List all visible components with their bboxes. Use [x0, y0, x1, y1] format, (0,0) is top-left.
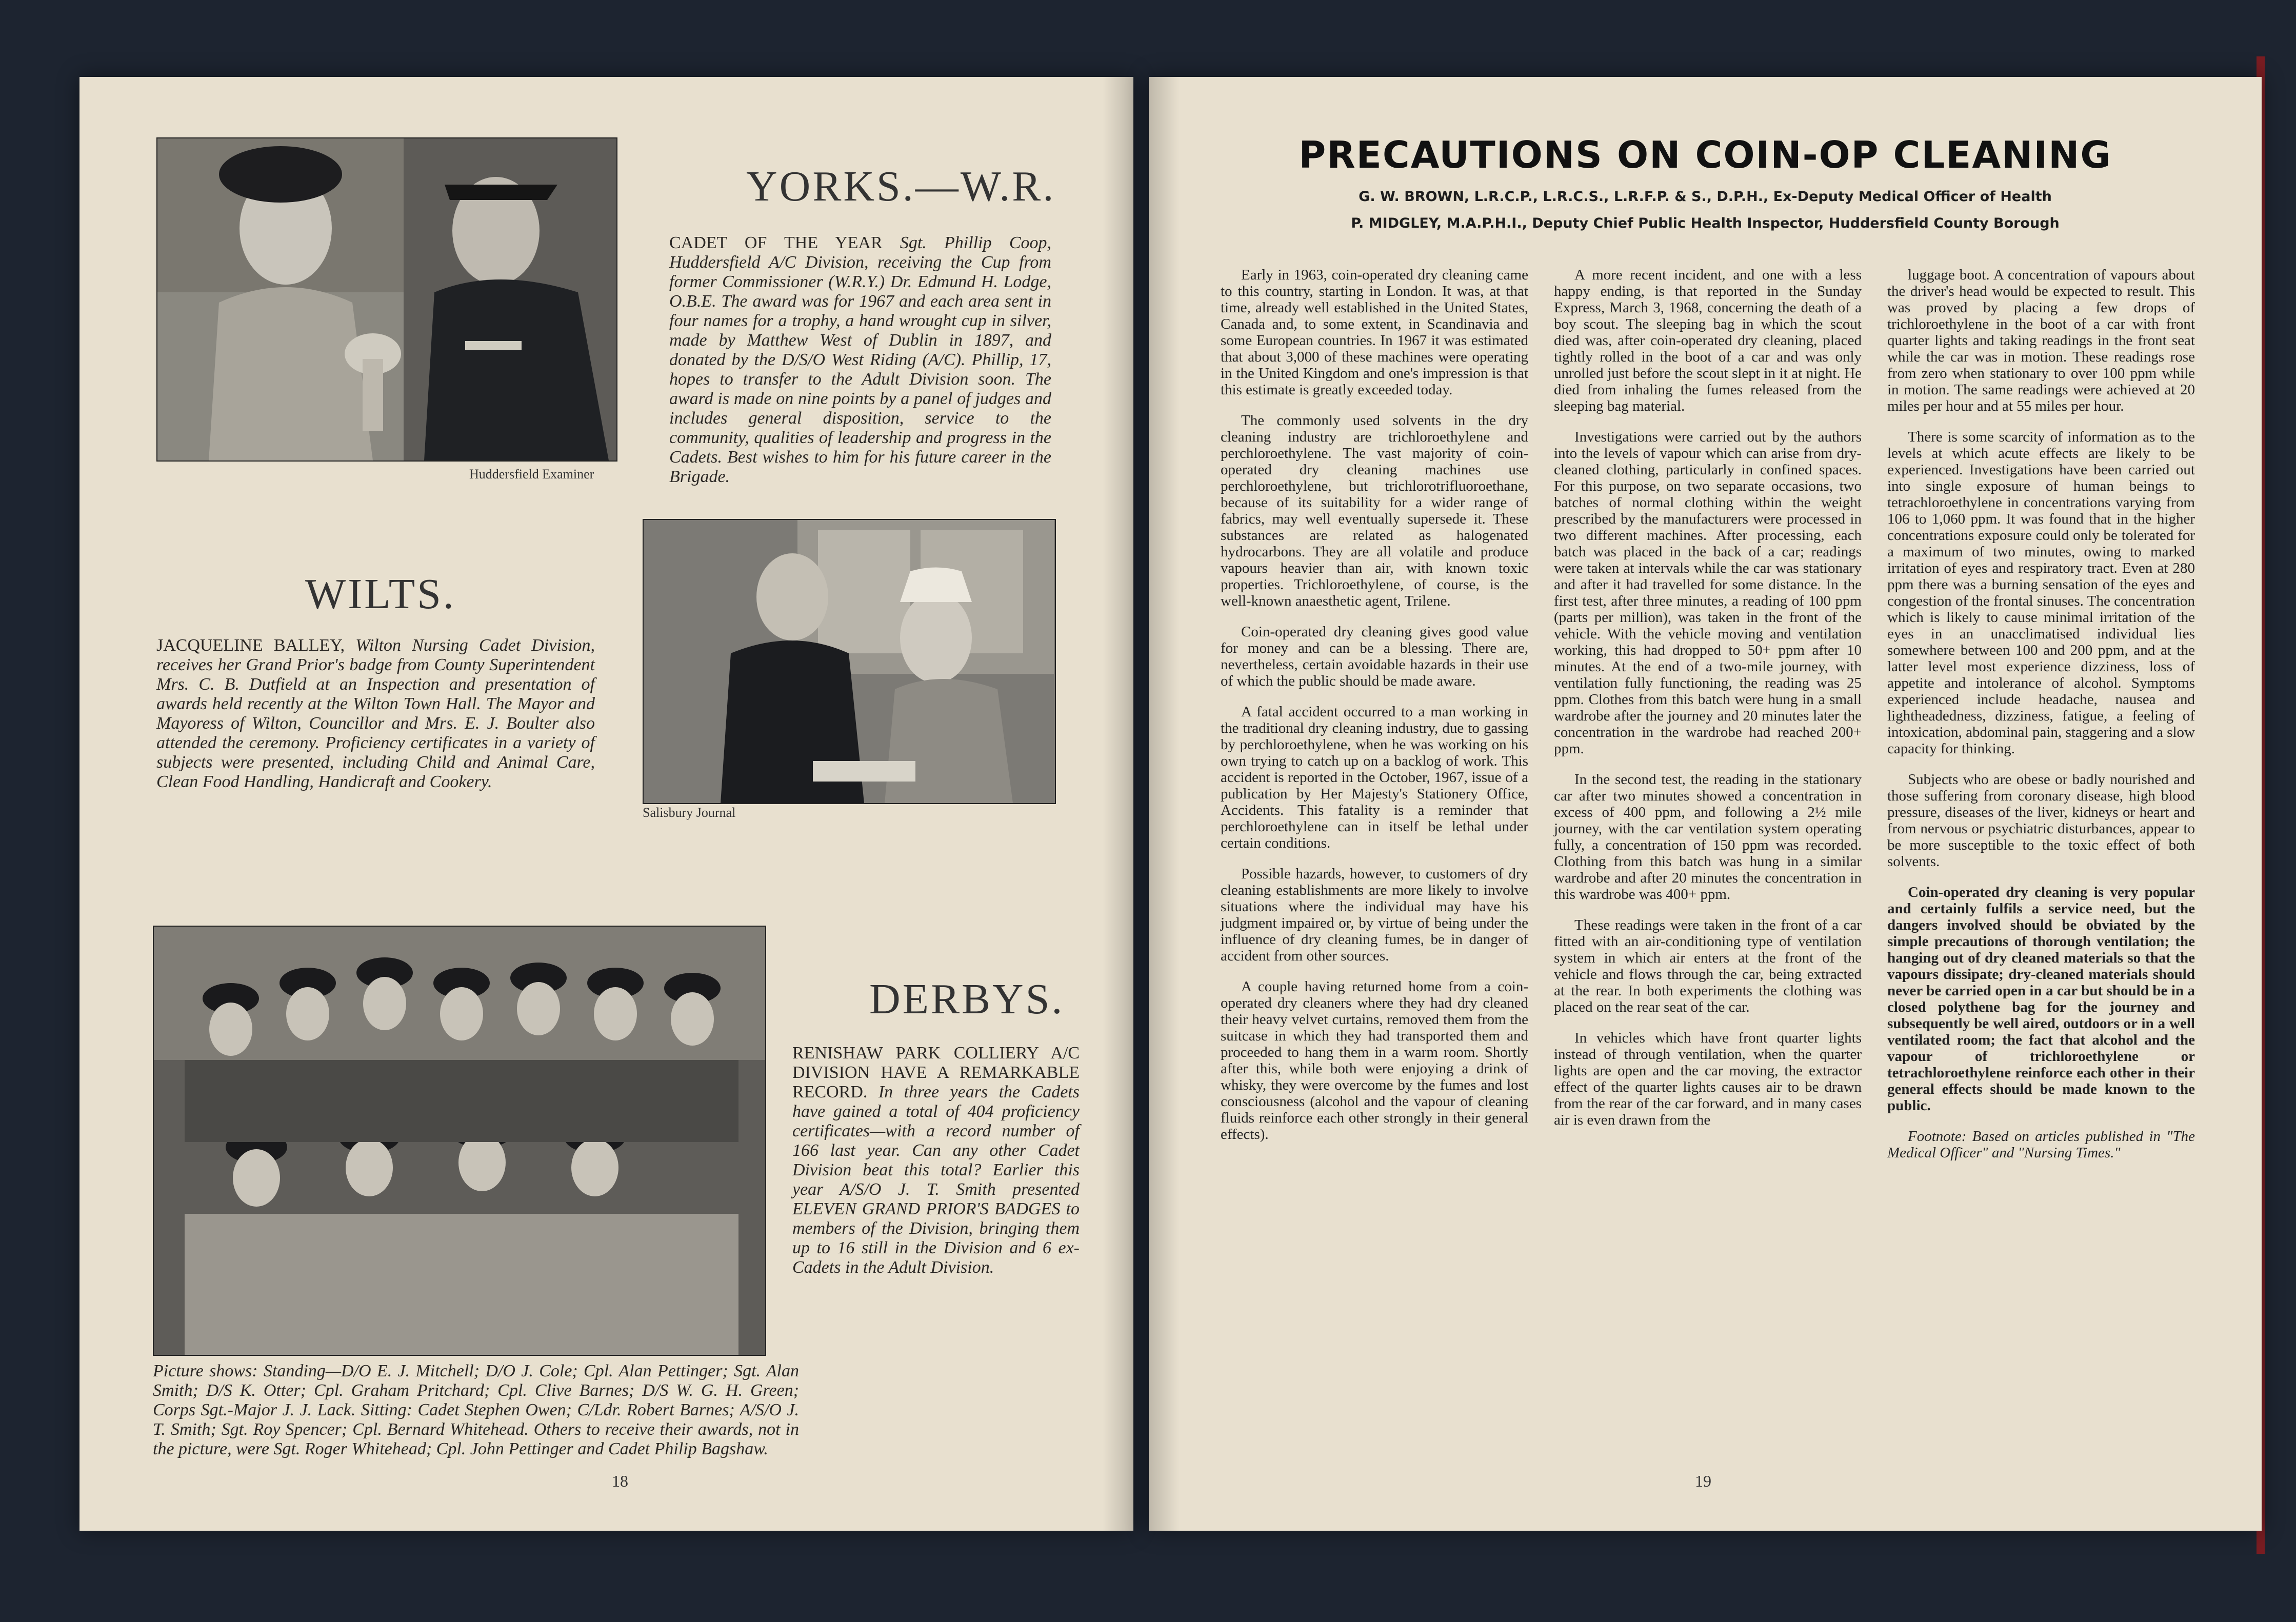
col3-para: Subjects who are obese or badly nourished and those suffering from coronary disease, high blood pressure, diseases of the liver, kidneys or heart and from nervous or psychiatric disturbances, appear to be more susceptible to the toxic effect of both solvents. [1887, 771, 2195, 870]
wilts-heading: WILTS. [305, 570, 456, 618]
col1-para: A couple having returned home from a coin-operated dry cleaners where they had dry cleaned their heavy velvet curtains, removed them from the suitcase in which they had transported them and proceeded to hang them in a warm room. Shortly after this, while both were enjoying a drink of whisky, they were overcome by the fumes and lost consciousness (alcohol and the vapour of cleaning fluids reinforce each other strongly in their general effects). [1221, 978, 1528, 1143]
col1-para: Possible hazards, however, to customers of dry cleaning establishments are more likely to involve situations where the individual may have his judgment impaired or, by virtue of being under the influence of dry cleaning fumes, be in danger of accident from other sources. [1221, 866, 1528, 964]
page-number-left: 18 [612, 1472, 628, 1490]
wilts-caption [156, 636, 595, 792]
derbys-caption [792, 1044, 1080, 1277]
page-19 [1149, 77, 2262, 1531]
wilts-photo [643, 519, 1056, 804]
col1-para: Early in 1963, coin-operated dry cleaning came to this country, starting in London. It was, at that time, already well established in the United States, Canada and, to some extent, in Scandinavia and some European countries. In 1967 it was estimated that about 3,000 of these machines were operating in the United Kingdom and one's impression is that this estimate is greatly exceeded today. [1221, 267, 1528, 398]
yorks-caption [669, 233, 1051, 487]
column-2 [1554, 267, 1862, 1143]
wilts-caption-body: Wilton Nursing Cadet Division, receives her Grand Prior's badge from County Superintendent Mrs. C. B. Dutfield at an Inspection and presentation of awards held recently at the Wilton Town Hall. The Mayor and Mayoress of Wilton, Councillor and Mrs. E. J. Boulter also attended the ceremony. Proficiency certificates in a variety of subjects were presented, including Child and Animal Care, Clean Food Handling, Handicraft and Cookery. [156, 636, 595, 791]
col3-para: luggage boot. A concentration of vapours about the driver's head would be expected to result. This was proved by placing a few drops of trichloroethylene in the boot of a car with front quarter lights and taking readings in the front seat while the car was in motion. These readings rose from zero when stationary to over 100 ppm while in motion. The same readings were achieved at 20 miles per hour and at 55 miles per hour. [1887, 267, 2195, 414]
derbys-picture-caption-text: Picture shows: Standing—D/O E. J. Mitchell; D/O J. Cole; Cpl. Alan Pettinger; Sgt. Alan Smith; D/S K. Otter; Cpl. Graham Pritchard; Cpl. Clive Barnes; D/S W. G. H. Green; Corps Sgt.-Major J. J. Lack. Sitting: Cadet Stephen Owen; C/Ldr. Robert Barnes; A/S/O J. T. Smith; Sgt. Roy Spencer; Cpl. Bernard Whitehead. Others to receive their awards, not in the picture, were Sgt. Roger Whitehead; Cpl. John Pettinger and Cadet Philip Bagshaw. [153, 1361, 799, 1458]
column-1 [1221, 267, 1528, 1157]
footnote: Footnote: Based on articles published in "The Medical Officer" and "Nursing Times." [1887, 1128, 2195, 1161]
gutter-shadow-left [1103, 77, 1133, 1531]
yorks-caption-body: Sgt. Phillip Coop, Huddersfield A/C Division, receiving the Cup from former Commissioner (W.R.Y.) Dr. Edmund H. Lodge, O.B.E. The award was for 1967 and each area sent in four names for a trophy, a hand wrought cup in silver, made by Matthew West of Dublin in 1897, and donated by the D/S/O West Riding (A/C). Phillip, 17, hopes to transfer to the Adult Division soon. The award is made on nine points by a panel of judges and includes general disposition, service to the community, qualities of leadership and progress in the Cadets. Best wishes to him for his future career in the Brigade. [669, 233, 1051, 486]
wilts-caption-lead: JACQUELINE BALLEY, [156, 636, 345, 655]
col2-para: Investigations were carried out by the authors into the levels of vapour which can arise from dry-cleaned clothing, particularly in confined spaces. For this purpose, on two separate occasions, two batches of normal clothing within the weight prescribed by the manufacturers were processed in two different machines. After processing, each batch was placed in the back of a car; readings were taken at intervals while the car was stationary and after it had travelled for some distance. In the first test, after three minutes, a reading of 100 ppm (parts per million), was taken in the front of the vehicle. With the vehicle moving and ventilation working, this had dropped to 50+ ppm after 10 minutes. At the end of a two-mile journey, with ventilation fully functioning, the reading was 25 ppm. Clothes from this batch were hung in a small wardrobe after the journey and 20 minutes later the concentration in the wardrobe had reached 200+ ppm. [1554, 429, 1862, 757]
col2-para: A more recent incident, and one with a less happy ending, is that reported in the Sunday Express, March 3, 1968, concerning the death of a boy scout. The sleeping bag in which the scout died was, after coin-operated dry cleaning, placed tightly rolled in the boot of a car and was only unrolled just before the scout slept in it at night. He died from inhaling the fumes released from the sleeping bag material. [1554, 267, 1862, 414]
page-number-right: 19 [1695, 1472, 1711, 1490]
yorks-caption-lead: CADET OF THE YEAR [669, 233, 883, 252]
col2-para: These readings were taken in the front of a car fitted with an air-conditioning type of ventilation system in which air enters at the front of the vehicle and flows through the car, being extracted at the rear. In both experiments the clothing was placed on the rear seat of the car. [1554, 917, 1862, 1015]
col1-para: A fatal accident occurred to a man working in the traditional dry cleaning industry, due to gassing by perchloroethylene, when he was working on his own trying to catch up on a backlog of work. This accident is reported in the October, 1967, issue of a publication by Her Majesty's Stationery Office, Accidents. This fatality is a reminder that perchloroethylene can in itself be lethal under certain conditions. [1221, 704, 1528, 851]
col3-para: There is some scarcity of information as to the levels at which acute effects are likely to be experienced. Investigations have been carried out into single exposure of human beings to tetrachloroethylene in concentrations varying from 106 to 1,060 ppm. It was found that in the higher concentrations exposure could only be tolerated for a maximum of two minutes, owing to marked irritation of eyes and respiratory tract. Even at 280 ppm there was a burning sensation of the eyes and congestion of the frontal sinuses. The concentration which is likely to cause minimal irritation of the eyes in an unacclimatised individual lies somewhere between 100 and 200 ppm, and at the latter level most experience dizziness, loss of appetite and intolerance of alcohol. Symptoms experienced include headache, nausea and lightheadedness, dizziness, fatigue, a feeling of intoxication, abdominal pain, staggering and a slow capacity for thinking. [1887, 429, 2195, 757]
page-18 [79, 77, 1133, 1531]
yorks-photo [156, 137, 617, 462]
column-3 [1887, 267, 2195, 1175]
col2-para: In the second test, the reading in the stationary car after two minutes showed a concentration in excess of 400 ppm, and following a 2½ mile journey, with the car ventilation system operating fully, a concentration of 150 ppm was recorded. Clothing from this batch was hung in a similar wardrobe and after 20 minutes the concentration in this wardrobe was 400+ ppm. [1554, 771, 1862, 903]
byline-author-1: G. W. BROWN, L.R.C.P., L.R.C.S., L.R.F.P. & S., D.P.H., Ex-Deputy Medical Officer of Health [1359, 189, 2052, 205]
derbys-heading: DERBYS. [869, 975, 1065, 1023]
derbys-picture-caption [153, 1361, 799, 1459]
derbys-photo [153, 926, 766, 1356]
col2-para: In vehicles which have front quarter lights instead of through ventilation, when the quarter lights are open and the car moving, the extractor effect of the quarter lights causes air to be drawn from the rear of the car forward, and in many cases air is even drawn from the [1554, 1030, 1862, 1128]
yorks-photo-credit: Huddersfield Examiner [469, 467, 594, 482]
derbys-caption-body: In three years the Cadets have gained a total of 404 proficiency certificates—with a record number of 166 last year. Can any other Cadet Division beat this total? Earlier this year A/S/O J. T. Smith presented ELEVEN GRAND PRIOR'S BADGES to members of the Division, bringing them up to 16 still in the Division and 6 ex-Cadets in the Adult Division. [792, 1083, 1080, 1277]
col3-conclusion: Coin-operated dry cleaning is very popular and certainly fulfils a service need, but the dangers involved should be obviated by the simple precautions of thorough ventilation; the hanging out of dry cleaned materials so that the vapours dissipate; dry-cleaned materials should never be carried open in a car but should be in a closed polythene bag for the journey and subsequently be well aired, outdoors or in a well ventilated room; the fact that alcohol and the vapour of trichloroethylene or tetrachloroethylene reinforce each other in their general effects should be made known to the public. [1887, 884, 2195, 1114]
col1-para: The commonly used solvents in the dry cleaning industry are trichloroethylene and perchloroethylene. The vast majority of coin-operated dry cleaning machines use perchloroethylene, but trichlorotrifluoroethane, because of its suitability for a wider range of fabrics, may well eventually supersede it. These substances are related as halogenated hydrocarbons. They are all volatile and produce vapours heavier than air, with known toxic properties. Trichloroethylene, of course, is the well-known anaesthetic agent, Trilene. [1221, 412, 1528, 609]
col1-para: Coin-operated dry cleaning gives good value for money and can be a blessing. There are, nevertheless, certain avoidable hazards in their use of which the public should be made aware. [1221, 624, 1528, 689]
wilts-photo-credit: Salisbury Journal [643, 805, 736, 820]
gutter-shadow-right [1149, 77, 1180, 1531]
yorks-heading: YORKS.—W.R. [746, 163, 1056, 210]
article-title: PRECAUTIONS ON COIN-OP CLEANING [1299, 133, 2112, 176]
derbys-caption-lead: RENISHAW PARK COLLIERY A/C DIVISION HAVE A REMARKABLE RECORD. [792, 1044, 1080, 1102]
byline-author-2: P. MIDGLEY, M.A.P.H.I., Deputy Chief Public Health Inspector, Huddersfield County Borough [1351, 215, 2060, 231]
